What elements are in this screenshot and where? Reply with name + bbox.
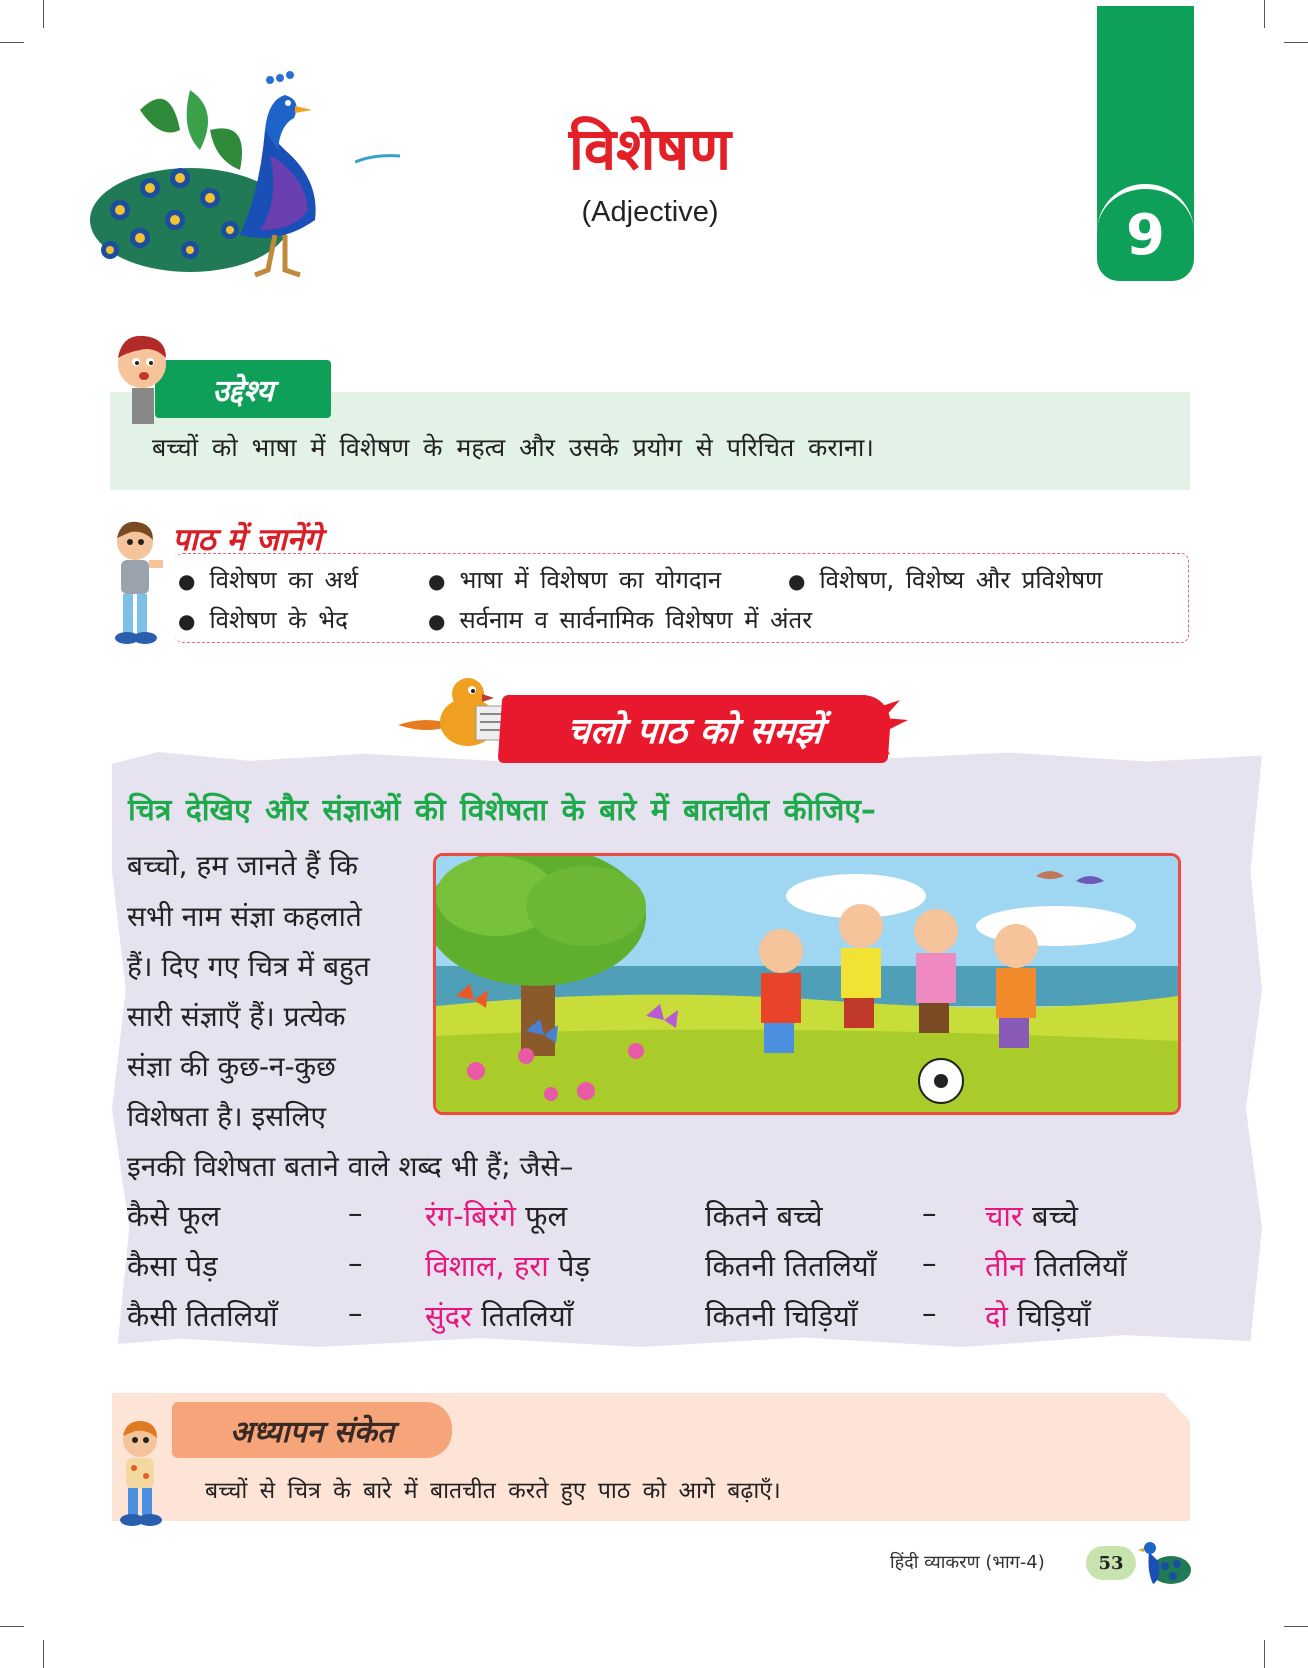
crop-mark <box>43 1640 44 1668</box>
example-noun: तितलियाँ <box>1025 1249 1127 1283</box>
footer-book-title: हिंदी व्याकरण (भाग-4) <box>890 1552 1045 1573</box>
example-answer <box>985 1296 1090 1335</box>
example-adjective: दो <box>985 1299 1008 1333</box>
learn-item: ● सर्वनाम व सार्वनामिक विशेषण में अंतर <box>428 603 812 636</box>
paragraph-line: बच्चो, हम जानते हैं कि <box>127 849 358 882</box>
example-adjective: चार <box>985 1199 1023 1233</box>
example-noun: पेड़ <box>548 1249 590 1283</box>
chapter-tab <box>1097 6 1194 281</box>
crop-mark <box>1264 0 1265 28</box>
learn-item: ● विशेषण का अर्थ <box>178 563 358 596</box>
example-adjective: रंग-बिरंगे <box>425 1199 516 1233</box>
paragraph-line: सारी संज्ञाएँ हैं। प्रत्येक <box>127 1000 346 1033</box>
crop-mark <box>1264 1640 1265 1668</box>
crop-mark <box>1284 42 1308 43</box>
learn-heading: पाठ में जानेंगे <box>172 522 322 558</box>
objective-text: बच्चों को भाषा में विशेषण के महत्व और उसके प्रयोग से परिचित कराना। <box>152 433 874 462</box>
example-noun: तितलियाँ <box>471 1299 574 1333</box>
crop-mark <box>1284 1626 1308 1627</box>
example-dash: – <box>348 1196 363 1230</box>
example-noun: बच्चे <box>1022 1199 1078 1233</box>
example-question: कितनी चिड़ियाँ <box>705 1299 858 1333</box>
example-answer <box>985 1196 1078 1235</box>
paragraph-line: विशेषता है। इसलिए <box>127 1100 326 1133</box>
paragraph-line: संज्ञा की कुछ-न-कुछ <box>127 1050 336 1083</box>
example-dash: – <box>922 1296 937 1330</box>
example-dash: – <box>348 1296 363 1330</box>
park-scene-illustration <box>433 853 1181 1115</box>
example-adjective: तीन <box>985 1249 1026 1283</box>
learn-item: ● विशेषण, विशेष्य और प्रविशेषण <box>788 563 1103 596</box>
learn-item: ● विशेषण के भेद <box>178 603 348 636</box>
paragraph-line: हैं। दिए गए चित्र में बहुत <box>127 950 370 983</box>
chapter-number: 9 <box>1097 184 1194 282</box>
objective-tag: उद्देश्य <box>155 360 331 418</box>
example-question: कितनी तितलियाँ <box>705 1249 877 1283</box>
page-subtitle: (Adjective) <box>581 196 719 228</box>
lesson-instruction: चित्र देखिए और संज्ञाओं की विशेषता के बारे में बातचीत कीजिए– <box>128 793 876 828</box>
teaching-note-text: बच्चों से चित्र के बारे में बातचीत करते हुए पाठ को आगे बढ़ाएँ। <box>205 1478 781 1504</box>
example-noun: फूल <box>515 1199 568 1233</box>
example-noun: चिड़ियाँ <box>1007 1299 1091 1333</box>
sparkle-icon <box>355 150 405 166</box>
example-question: कैसा पेड़ <box>127 1249 218 1283</box>
page-number: 53 <box>1086 1546 1136 1580</box>
example-dash: – <box>922 1196 937 1230</box>
learn-item: ● भाषा में विशेषण का योगदान <box>428 563 721 596</box>
section-banner: चलो पाठ को समझें <box>498 695 893 763</box>
example-question: कैसी तितलियाँ <box>127 1299 278 1333</box>
teaching-note-tag: अध्यापन संकेत <box>172 1402 452 1458</box>
boy-waving-illustration <box>110 1418 172 1528</box>
park-scene-drawing <box>436 856 1178 1112</box>
boy-peeking-illustration <box>110 328 172 424</box>
example-adjective: विशाल, हरा <box>425 1249 549 1283</box>
peacock-illustration <box>80 70 400 285</box>
example-question: कितने बच्चे <box>705 1199 823 1233</box>
example-dash: – <box>348 1246 363 1280</box>
splash-icon <box>870 700 910 760</box>
example-question: कैसे फूल <box>127 1199 221 1233</box>
page-title: विशेषण <box>568 115 732 183</box>
paragraph-line: इनकी विशेषता बताने वाले शब्द भी हैं; जैसे– <box>127 1150 574 1183</box>
example-adjective: सुंदर <box>425 1299 472 1333</box>
paragraph-line: सभी नाम संज्ञा कहलाते <box>127 900 362 933</box>
example-answer <box>425 1196 567 1235</box>
example-answer <box>425 1296 573 1335</box>
peacock-icon <box>1133 1532 1193 1592</box>
crop-mark <box>0 42 24 43</box>
crop-mark <box>0 1626 24 1627</box>
example-dash: – <box>922 1246 937 1280</box>
crop-mark <box>43 0 44 28</box>
boy-pointing-illustration <box>105 518 167 648</box>
example-answer <box>425 1246 590 1285</box>
example-answer <box>985 1246 1126 1285</box>
